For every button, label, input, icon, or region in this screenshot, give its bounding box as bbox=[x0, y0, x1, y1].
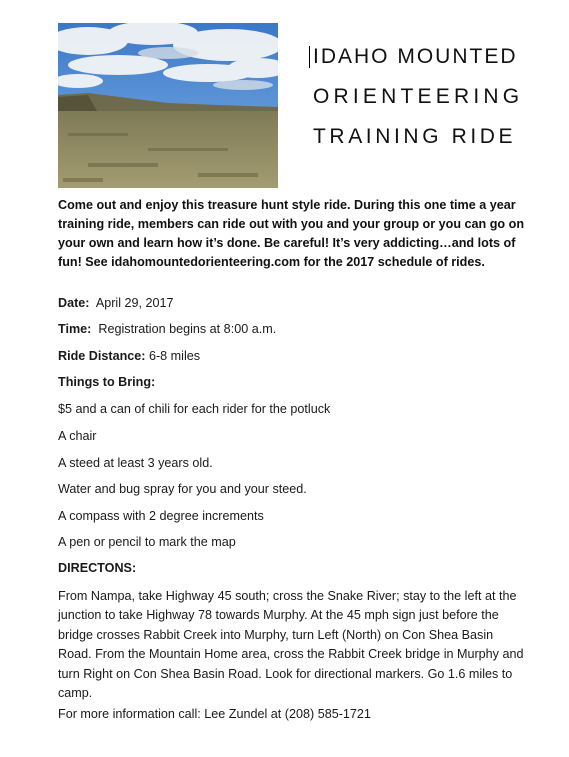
distance-line bbox=[58, 349, 200, 363]
directions-paragraph: From Nampa, take Highway 45 south; cross the Snake River; stay to the left at the junction to take Highway 78 towards Murphy. At the 45 mph sign just before the bridge crosses Rabbit Creek into Murphy, turn Left (North) on Con Shea Basin Road. From the Mountain Home area, cross the Rabbit Creek bridge in Murphy and turn Right on Con Shea Basin Road. Look for directional markers. Go 1.6 miles to camp. bbox=[58, 589, 524, 701]
date-line bbox=[58, 296, 174, 310]
bring-item: A compass with 2 degree increments bbox=[58, 509, 264, 523]
directions-label: DIRECTONS: bbox=[58, 561, 137, 575]
title-line-3: TRAINING RIDE bbox=[313, 125, 517, 148]
landscape-illustration bbox=[58, 23, 278, 188]
bring-item: A pen or pencil to mark the map bbox=[58, 535, 236, 549]
time-label: Time: bbox=[58, 322, 92, 336]
bring-label: Things to Bring: bbox=[58, 375, 156, 389]
bring-item: Water and bug spray for you and your steed. bbox=[58, 482, 307, 496]
contact-line: For more information call: Lee Zundel at (208) 585-1721 bbox=[58, 707, 371, 721]
bring-heading bbox=[58, 375, 155, 389]
date-label: Date: bbox=[58, 296, 90, 310]
landscape-photo bbox=[58, 23, 278, 188]
date-value: April 29, 2017 bbox=[95, 296, 174, 310]
bring-item: A chair bbox=[58, 429, 97, 443]
distance-value: 6-8 miles bbox=[148, 349, 201, 363]
intro-paragraph: Come out and enjoy this treasure hunt style ride. During this one time a year training ride, members can ride out with you and your group or you can go on your own and learn how it’s done. Be careful! It’s very addicting…and lots of fun! See idahomountedorienteering.com for the 2017 schedule of rides. bbox=[58, 198, 525, 269]
bring-item: $5 and a can of chili for each rider for the potluck bbox=[58, 402, 331, 416]
time-line bbox=[58, 322, 276, 336]
title-line-2: ORIENTEERING bbox=[313, 85, 524, 108]
time-value: Registration begins at 8:00 a.m. bbox=[98, 322, 277, 336]
title-line-1: IDAHO MOUNTED bbox=[313, 45, 518, 68]
directions-heading bbox=[58, 561, 136, 575]
bring-item: A steed at least 3 years old. bbox=[58, 456, 213, 470]
text-cursor bbox=[309, 46, 310, 68]
distance-label: Ride Distance: bbox=[58, 349, 146, 363]
